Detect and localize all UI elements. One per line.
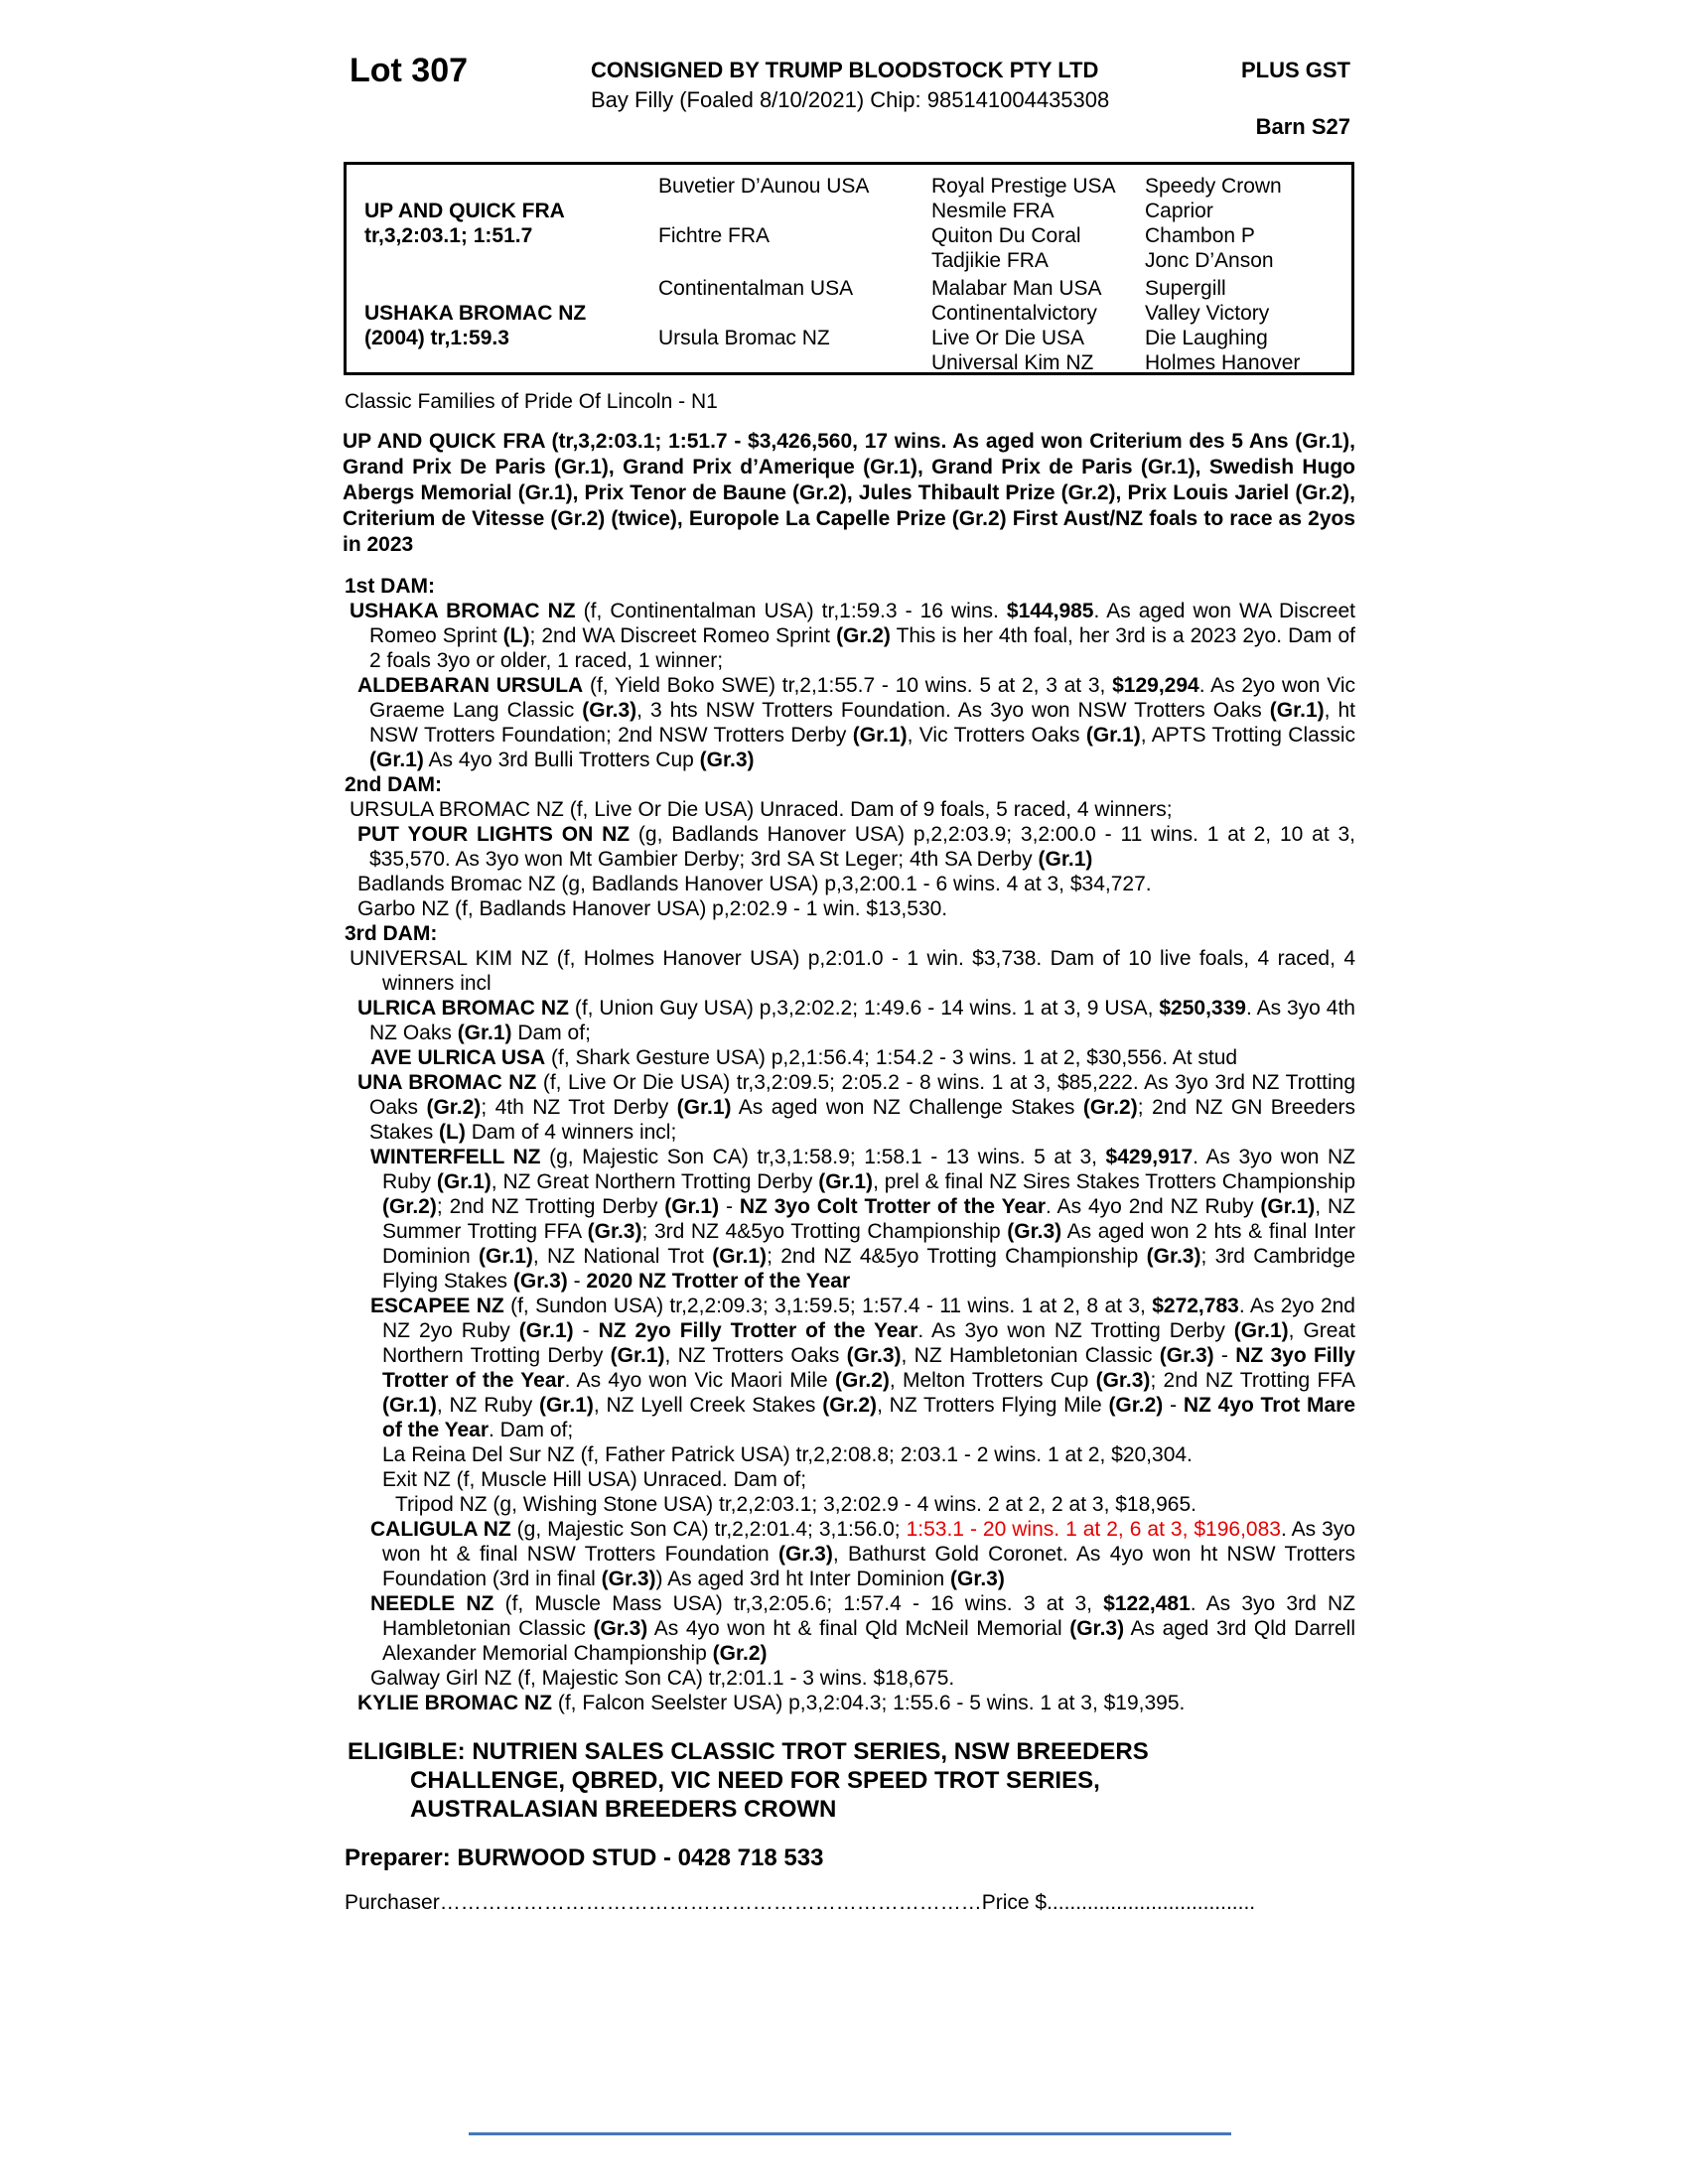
text-run: (g, Majestic Son CA) tr,3,1:58.9; 1:58.1 - 13 wins. 5 at 3, [540, 1146, 1106, 1168]
text-run: (Gr.2) [836, 624, 891, 647]
dam-record: (2004) tr,1:59.3 [364, 327, 509, 349]
text-run: ALDEBARAN URSULA [357, 674, 584, 697]
text-run: , NZ Trotters Flying Mile [877, 1394, 1109, 1417]
text-run: (Gr.1) [479, 1245, 533, 1268]
text-run: , Bathurst Gold Coronet. As 4yo won ht NSW Trotters Foundation (3rd in final [382, 1543, 1356, 1590]
footer-rule [469, 2132, 1231, 2135]
text-run: Badlands Bromac NZ (g, Badlands Hanover USA) p,3,2:00.1 - 6 wins. 4 at 3, $34,727. [357, 873, 1152, 895]
ped-cell: Nesmile FRA [931, 200, 1055, 222]
text-run: USHAKA BROMAC NZ [350, 600, 576, 622]
text-run: UNIVERSAL KIM NZ (f, Holmes Hanover USA) p,2:01.0 - 1 win. $3,738. Dam of 10 live foals, 4 raced, 4 winners incl [350, 947, 1355, 995]
text-run: , NZ Lyell Creek Stakes [593, 1394, 823, 1417]
text-run: (Gr.3) [1159, 1344, 1214, 1367]
text-run: . As 3yo won NZ Trotting Derby [917, 1319, 1234, 1342]
text-run: (Gr.1) [712, 1245, 768, 1268]
text-run: - [567, 1270, 587, 1293]
text-run: , ht NSW Trotters Foundation; 2nd NSW Trotters Derby [369, 699, 1355, 747]
text-run: KYLIE BROMAC NZ [357, 1692, 552, 1714]
2nd-dam-heading [343, 772, 1355, 797]
text-run: NEEDLE NZ [370, 1592, 494, 1615]
text-run: $429,917 [1105, 1146, 1194, 1168]
text-run: . As 2yo 2nd NZ 2yo Ruby [382, 1295, 1355, 1342]
text-run: (Gr.1) [610, 1344, 665, 1367]
text-run: Dam of; [511, 1022, 591, 1044]
text-run: ; 2nd NZ GN Breeders Stakes [369, 1096, 1355, 1144]
preparer-label: Preparer: [345, 1844, 451, 1871]
eligible-block [348, 1737, 1355, 1824]
text-run: , APTS Trotting Classic [1140, 724, 1355, 747]
text-run: NZ 2yo Filly Trotter of the Year [598, 1319, 918, 1342]
text-run: . As aged won WA Discreet Romeo Sprint [369, 600, 1355, 647]
pedigree-table [344, 162, 1354, 375]
text-run: PUT YOUR LIGHTS ON NZ [357, 823, 631, 846]
text-run: , NZ Hambletonian Classic [901, 1344, 1160, 1367]
text-run: ; 2nd NZ Trotting Derby [436, 1195, 665, 1218]
aldebaran-ursula [343, 673, 1355, 772]
text-run: - [573, 1319, 599, 1342]
text-run: , NZ Great Northern Trotting Derby [491, 1170, 819, 1193]
text-run: ; 2nd NZ 4&5yo Trotting Championship [767, 1245, 1147, 1268]
family-note: Classic Families of Pride Of Lincoln - N1 [345, 390, 718, 413]
text-run: (Gr.2) [1082, 1096, 1138, 1119]
caligula [343, 1517, 1355, 1591]
sire-record: tr,3,2:03.1; 1:51.7 [364, 224, 533, 247]
text-run: (Gr.2) [822, 1394, 878, 1417]
eligible-line: AUSTRALASIAN BREEDERS CROWN [410, 1796, 837, 1823]
text-run: Tripod NZ (g, Wishing Stone USA) tr,2,2:03.1; 3,2:02.9 - 4 wins. 2 at 2, 2 at 3, $18,965. [395, 1493, 1196, 1516]
text-run: (Gr.1) [369, 749, 424, 771]
text-run: (Gr.2) [835, 1369, 890, 1392]
text-run: (Gr.2) [712, 1642, 768, 1665]
text-run: (Gr.1) [852, 724, 908, 747]
text-run: (f, Live Or Die USA) tr,3,2:09.5; 2:05.2 - 8 wins. 1 at 3, $85,222. As 3yo 3rd NZ Trotting Oaks [369, 1071, 1355, 1119]
text-run: , Great Northern Trotting Derby [382, 1319, 1355, 1367]
ped-cell: Speedy Crown [1145, 175, 1282, 198]
text-run: CALIGULA NZ [370, 1518, 511, 1541]
text-run: (Gr.1) [1038, 848, 1093, 871]
ped-cell: Tadjikie FRA [931, 249, 1049, 272]
escapee [343, 1294, 1355, 1442]
badlands-bromac [343, 872, 1355, 896]
text-run: (Gr.3) [587, 1220, 642, 1243]
text-run: (Gr.2) [426, 1096, 482, 1119]
main-content [343, 389, 1355, 1915]
tripod [343, 1492, 1355, 1517]
price-dotted-leader: .................................... [1047, 1891, 1256, 1914]
text-run: , Vic Trotters Oaks [907, 724, 1086, 747]
text-run: (g, Badlands Hanover USA) p,2,2:03.9; 3,2:00.0 - 11 wins. 1 at 2, 10 at 3, $35,570. As 3yo won Mt Gambier Derby; 3rd SA St Leger; 4th SA Derby [369, 823, 1355, 871]
ped-cell: Caprior [1145, 200, 1213, 222]
needle [343, 1591, 1355, 1666]
ped-cell: Valley Victory [1145, 302, 1270, 325]
text-run: As aged won 2 hts & final Inter Dominion [382, 1220, 1355, 1268]
text-run: La Reina Del Sur NZ (f, Father Patrick USA) tr,2,2:08.8; 2:03.1 - 2 wins. 1 at 2, $20,304. [382, 1443, 1193, 1466]
text-run: As aged 3rd Qld Darrell Alexander Memorial Championship [382, 1617, 1355, 1665]
barn-label: Barn S27 [1255, 114, 1350, 139]
text-run: . As 4yo won Vic Maori Mile [564, 1369, 836, 1392]
text-run: 1:53.1 - 20 wins. 1 at 2, 6 at 3, $196,083 [906, 1518, 1281, 1541]
ped-cell: Buvetier D’Aunou USA [658, 175, 870, 198]
ped-cell: Chambon P [1145, 224, 1255, 247]
universal-kim [343, 946, 1355, 996]
text-run: (Gr.3) [1069, 1617, 1125, 1640]
text-run: Exit NZ (f, Muscle Hill USA) Unraced. Dam of; [382, 1468, 807, 1491]
produce-section [343, 574, 1355, 1715]
text-run: (Gr.1) [1233, 1319, 1289, 1342]
text-run: (Gr.1) [382, 1394, 437, 1417]
text-run: $129,294 [1112, 674, 1199, 697]
exit [343, 1467, 1355, 1492]
put-your-lights-on [343, 822, 1355, 872]
text-run: . As 2yo won Vic Graeme Lang Classic [369, 674, 1356, 722]
text-run: ) As aged 3rd ht Inter Dominion [655, 1568, 950, 1590]
text-run: (Gr.3) [601, 1568, 656, 1590]
text-run: ULRICA BROMAC NZ [357, 997, 569, 1020]
text-run: (Gr.1) [818, 1170, 874, 1193]
sire-name: UP AND QUICK FRA [364, 200, 565, 222]
kylie-bromac [343, 1691, 1355, 1715]
text-run: NZ 3yo Colt Trotter of the Year [739, 1195, 1046, 1218]
ped-cell: Quiton Du Coral [931, 224, 1081, 247]
text-run: - [719, 1195, 740, 1218]
sire-summary-paragraph: UP AND QUICK FRA (tr,3,2:03.1; 1:51.7 - $3,426,560, 17 wins. As aged won Criterium des 5 Ans (Gr.1), Grand Prix De Paris (Gr.1), Grand Prix d’Amerique (Gr.1), Grand Prix de Paris (Gr.1), Swedish Hugo Abergs Memorial (Gr.1), Prix Tenor de Baune (Gr.2), Jules Thibault Prize (Gr.2), Prix Louis Jariel (Gr.2), Criterium de Vitesse (Gr.2) (twice), Europole La Capelle Prize (Gr.2) First Aust/NZ foals to race as 2yos in 2023 [343, 430, 1355, 556]
consignor-title: CONSIGNED BY TRUMP BLOODSTOCK PTY LTD [591, 58, 1099, 82]
text-run: . Dam of; [489, 1419, 574, 1441]
ped-cell: Universal Kim NZ [931, 351, 1094, 374]
text-run: (Gr.3) [699, 749, 755, 771]
text-run: (g, Majestic Son CA) tr,2,2:01.4; 3,1:56.0; [510, 1518, 907, 1541]
eligible-first-line: ELIGIBLE: NUTRIEN SALES CLASSIC TROT SERIES, NSW BREEDERS [348, 1738, 1149, 1765]
ped-cell: Holmes Hanover [1145, 351, 1301, 374]
text-run: (Gr.1) [539, 1394, 594, 1417]
text-run: $272,783 [1152, 1295, 1239, 1317]
price-label: Price $ [981, 1891, 1048, 1914]
ped-cell: Malabar Man USA [931, 277, 1102, 300]
text-run: , NZ Trotters Oaks [664, 1344, 847, 1367]
text-run: As 4yo 3rd Bulli Trotters Cup [423, 749, 700, 771]
ulrica-bromac [343, 996, 1355, 1045]
text-run: ; 2nd WA Discreet Romeo Sprint [529, 624, 837, 647]
purchaser-dotted-leader: …………………………………………………………………… [439, 1891, 982, 1914]
dam-name: USHAKA BROMAC NZ [364, 302, 587, 325]
text-run: (Gr.3) [846, 1344, 902, 1367]
text-run: $122,481 [1103, 1592, 1191, 1615]
text-run: - [1163, 1394, 1184, 1417]
text-run: , NZ National Trot [532, 1245, 713, 1268]
text-run: (Gr.3) [512, 1270, 568, 1293]
text-run: 2020 NZ Trotter of the Year [586, 1270, 851, 1293]
ped-cell: Fichtre FRA [658, 224, 771, 247]
text-run: (f, Yield Boko SWE) tr,2,1:55.7 - 10 wins. 5 at 2, 3 at 3, [583, 674, 1113, 697]
galway-girl [343, 1666, 1355, 1691]
text-run: (Gr.2) [382, 1195, 437, 1218]
text-run: (Gr.1) [1085, 724, 1141, 747]
text-run: (L) [502, 624, 530, 647]
ped-cell: Ursula Bromac NZ [658, 327, 830, 349]
1st-dam-heading [343, 574, 1355, 599]
text-run: . As 3yo 3rd NZ Hambletonian Classic [382, 1592, 1355, 1640]
text-run: ; 2nd NZ Trotting FFA [1150, 1369, 1355, 1392]
text-run: , NZ Ruby [436, 1394, 540, 1417]
purchaser-label: Purchaser [345, 1891, 440, 1914]
text-run: ESCAPEE NZ [370, 1295, 504, 1317]
text-run: , 3 hts NSW Trotters Foundation. As 3yo won NSW Trotters Oaks [636, 699, 1270, 722]
text-run: (Gr.3) [1007, 1220, 1062, 1243]
text-run: . As 4yo 2nd NZ Ruby [1046, 1195, 1261, 1218]
text-run: ; 3rd NZ 4&5yo Trotting Championship [641, 1220, 1008, 1243]
text-run: (f, Union Guy USA) p,3,2:02.2; 1:49.6 - 14 wins. 1 at 3, 9 USA, [568, 997, 1160, 1020]
text-run: AVE ULRICA USA [370, 1046, 546, 1069]
text-run: NZ 3yo Filly Trotter of the Year [382, 1344, 1355, 1392]
text-run: (f, Sundon USA) tr,2,2:09.3; 3,1:59.5; 1:57.4 - 11 wins. 1 at 2, 8 at 3, [503, 1295, 1153, 1317]
text-run: 3rd DAM: [345, 922, 438, 945]
text-run: Galway Girl NZ (f, Majestic Son CA) tr,2:01.1 - 3 wins. $18,675. [370, 1667, 955, 1690]
text-run: $144,985 [1006, 600, 1094, 622]
preparer-value: BURWOOD STUD - 0428 718 533 [457, 1844, 824, 1871]
winterfell [343, 1145, 1355, 1294]
text-run: (Gr.3) [582, 699, 637, 722]
text-run: (Gr.3) [778, 1543, 833, 1566]
text-run: (Gr.3) [1146, 1245, 1201, 1268]
text-run: Garbo NZ (f, Badlands Hanover USA) p,2:02.9 - 1 win. $13,530. [357, 897, 948, 920]
text-run: ; 4th NZ Trot Derby [481, 1096, 677, 1119]
text-run: (Gr.3) [593, 1617, 648, 1640]
text-run: (Gr.1) [676, 1096, 732, 1119]
text-run: (f, Muscle Mass USA) tr,3,2:05.6; 1:57.4 - 16 wins. 3 at 3, [493, 1592, 1104, 1615]
ped-cell: Royal Prestige USA [931, 175, 1116, 198]
text-run: As aged won NZ Challenge Stakes [731, 1096, 1083, 1119]
text-run: (f, Falcon Seelster USA) p,3,2:04.3; 1:55.6 - 5 wins. 1 at 3, $19,395. [552, 1692, 1186, 1714]
purchaser-line [345, 1890, 1355, 1915]
ped-cell: Die Laughing [1145, 327, 1268, 349]
text-run: , prel & final NZ Sires Stakes Trotters Championship [873, 1170, 1356, 1193]
text-run: As 4yo won ht & final Qld McNeil Memorial [647, 1617, 1070, 1640]
ped-cell: Continentalman USA [658, 277, 854, 300]
text-run: , NZ Summer Trotting FFA [382, 1195, 1355, 1243]
text-run: . As 3yo won ht & final NSW Trotters Foundation [382, 1518, 1355, 1566]
text-run: (Gr.3) [950, 1568, 1005, 1590]
plus-gst-label: PLUS GST [1240, 58, 1350, 82]
text-run: (Gr.1) [664, 1195, 720, 1218]
text-run: (L) [439, 1121, 466, 1144]
ave-ulrica [343, 1045, 1355, 1070]
text-run: WINTERFELL NZ [370, 1146, 541, 1168]
text-run: (Gr.1) [436, 1170, 492, 1193]
lot-number: Lot 307 [350, 52, 469, 89]
text-run: URSULA BROMAC NZ (f, Live Or Die USA) Unraced. Dam of 9 foals, 5 raced, 4 winners; [350, 798, 1173, 821]
ushaka-bromac [343, 599, 1355, 673]
text-run: (f, Continentalman USA) tr,1:59.3 - 16 wins. [575, 600, 1007, 622]
la-reina-del-sur [343, 1442, 1355, 1467]
preparer-line [345, 1845, 1355, 1870]
text-run: NZ 4yo Trot Mare of the Year [382, 1394, 1355, 1441]
text-run: (Gr.1) [1269, 699, 1325, 722]
text-run: , Melton Trotters Cup [889, 1369, 1096, 1392]
text-run: 1st DAM: [345, 575, 436, 598]
ped-cell: Jonc D’Anson [1145, 249, 1274, 272]
text-run: UNA BROMAC NZ [357, 1071, 537, 1094]
text-run: (f, Shark Gesture USA) p,2,1:56.4; 1:54.2 - 3 wins. 1 at 2, $30,556. At stud [545, 1046, 1238, 1069]
horse-description: Bay Filly (Foaled 8/10/2021) Chip: 985141004435308 [591, 87, 1110, 112]
ped-cell: Continentalvictory [931, 302, 1097, 325]
una-bromac [343, 1070, 1355, 1145]
text-run: (Gr.1) [1260, 1195, 1316, 1218]
text-run: (Gr.1) [518, 1319, 574, 1342]
text-run: Dam of 4 winners incl; [465, 1121, 677, 1144]
text-run: . As 3yo won NZ Ruby [382, 1146, 1355, 1193]
garbo [343, 896, 1355, 921]
3rd-dam-heading [343, 921, 1355, 946]
ursula-bromac [343, 797, 1355, 822]
ped-cell: Live Or Die USA [931, 327, 1085, 349]
text-run: 2nd DAM: [345, 773, 442, 796]
ped-cell: Supergill [1145, 277, 1226, 300]
text-run: (Gr.3) [1095, 1369, 1151, 1392]
text-run: ; 3rd Cambridge Flying Stakes [382, 1245, 1356, 1293]
text-run: - [1213, 1344, 1236, 1367]
text-run: (Gr.1) [457, 1022, 512, 1044]
text-run: $250,339 [1159, 997, 1246, 1020]
text-run: This is her 4th foal, her 3rd is a 2023 2yo. Dam of 2 foals 3yo or older, 1 raced, 1 winner; [369, 624, 1355, 672]
eligible-line: CHALLENGE, QBRED, VIC NEED FOR SPEED TROT SERIES, [410, 1767, 1100, 1794]
text-run: . As 3yo 4th NZ Oaks [369, 997, 1355, 1044]
text-run: (Gr.2) [1108, 1394, 1164, 1417]
